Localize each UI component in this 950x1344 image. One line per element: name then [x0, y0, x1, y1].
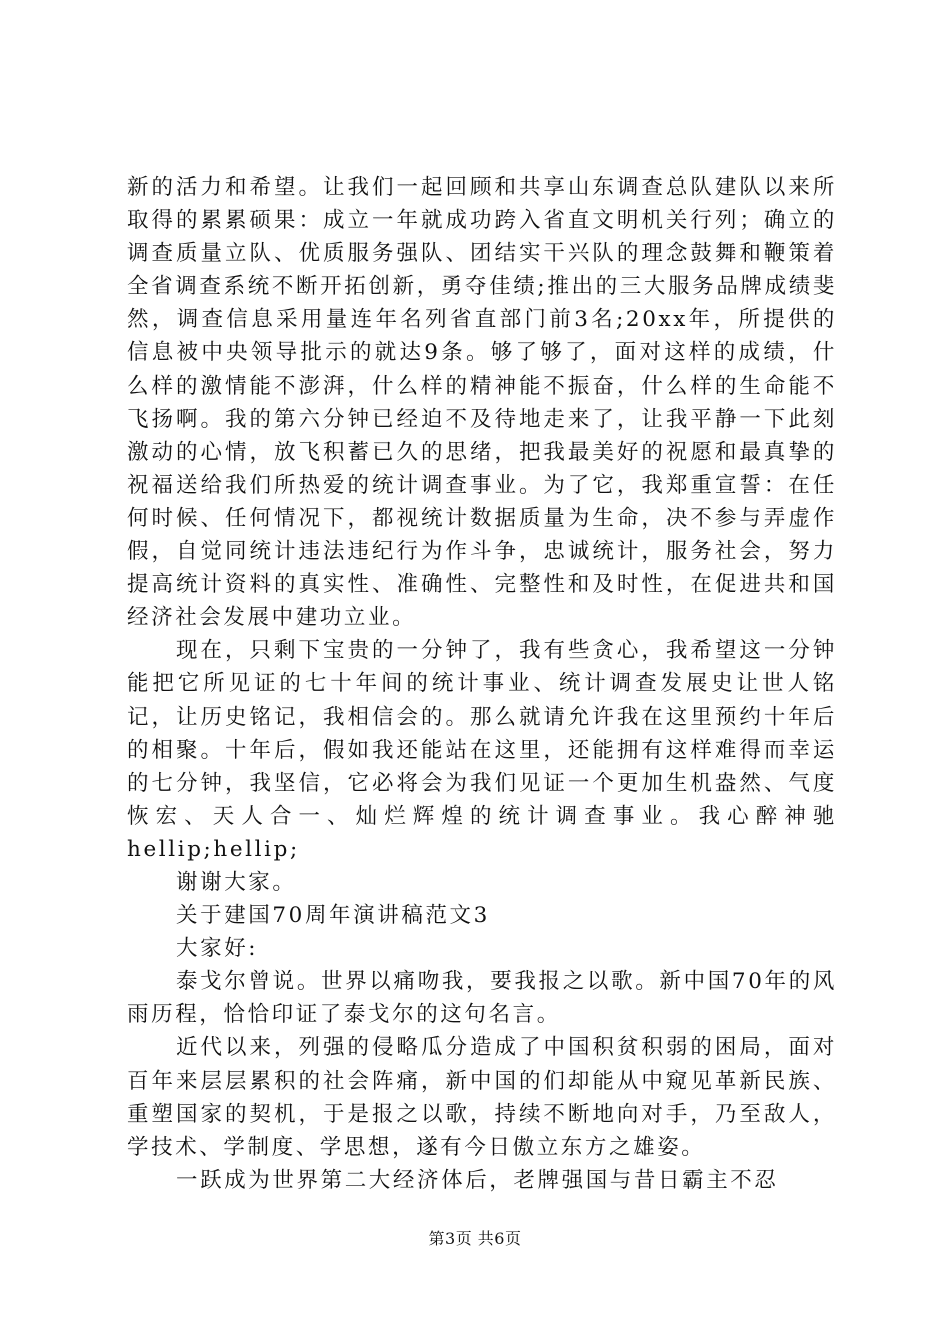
paragraph-3: 谢谢大家。: [176, 869, 297, 895]
paragraph-2: 现在，只剩下宝贵的一分钟了，我有些贪心，我希望这一分钟能把它所见证的七十年间的统计事业、统计调查发展史让世人铭记，让历史铭记，我相信会的。那么就请允许我在这里预约十年后的相聚。十年后，假如我还能站在这里，还能拥有这样难得而幸运的七分钟，我坚信，它必将会为我们见证一个更加生机盎然、气度恢宏、天人合一、灿烂辉煌的统计调查事业。我心醉神驰hellip;hellip;: [127, 638, 837, 862]
paragraph-6: 泰戈尔曾说。世界以痛吻我，要我报之以歌。新中国70年的风雨历程，恰恰印证了泰戈尔的这句名言。: [127, 969, 837, 1028]
paragraph-7: 近代以来，列强的侵略瓜分造成了中国积贫积弱的困局，面对百年来层层累积的社会阵痛，新中国的们却能从中窥见革新民族、重塑国家的契机，于是报之以歌，持续不断地向对手，乃至敌人，学技术、学制度、学思想，遂有今日傲立东方之雄姿。: [127, 1035, 837, 1160]
greeting: 大家好:: [176, 936, 259, 962]
document-body: [127, 171, 837, 1197]
paragraph-1: 新的活力和希望。让我们一起回顾和共享山东调查总队建队以来所取得的累累硕果：成立一年就成功跨入省直文明机关行列；确立的调查质量立队、优质服务强队、团结实干兴队的理念鼓舞和鞭策着全省调查系统不断开拓创新，勇夺佳绩;推出的三大服务品牌成绩斐然，调查信息采用量连年名列省直部门前3名;20xx年，所提供的信息被中央领导批示的就达9条。够了够了，面对这样的成绩，什么样的激情能不澎湃，什么样的精神能不振奋，什么样的生命能不飞扬啊。我的第六分钟已经迫不及待地走来了，让我平静一下此刻激动的心情，放飞积蓄已久的思绪，把我最美好的祝愿和最真挚的祝福送给我们所热爱的统计调查事业。为了它，我郑重宣誓：在任何时候、任何情况下，都视统计数据质量为生命，决不参与弄虚作假，自觉同统计违法违纪行为作斗争，忠诚统计，服务社会，努力提高统计资料的真实性、准确性、完整性和及时性，在促进共和国经济社会发展中建功立业。: [127, 175, 837, 631]
page-number-footer: 第3页 共6页: [428, 1229, 522, 1248]
paragraph-8: 一跃成为世界第二大经济体后，老牌强国与昔日霸主不忍: [176, 1167, 779, 1193]
section-heading: 关于建国70周年演讲稿范文3: [176, 903, 490, 929]
